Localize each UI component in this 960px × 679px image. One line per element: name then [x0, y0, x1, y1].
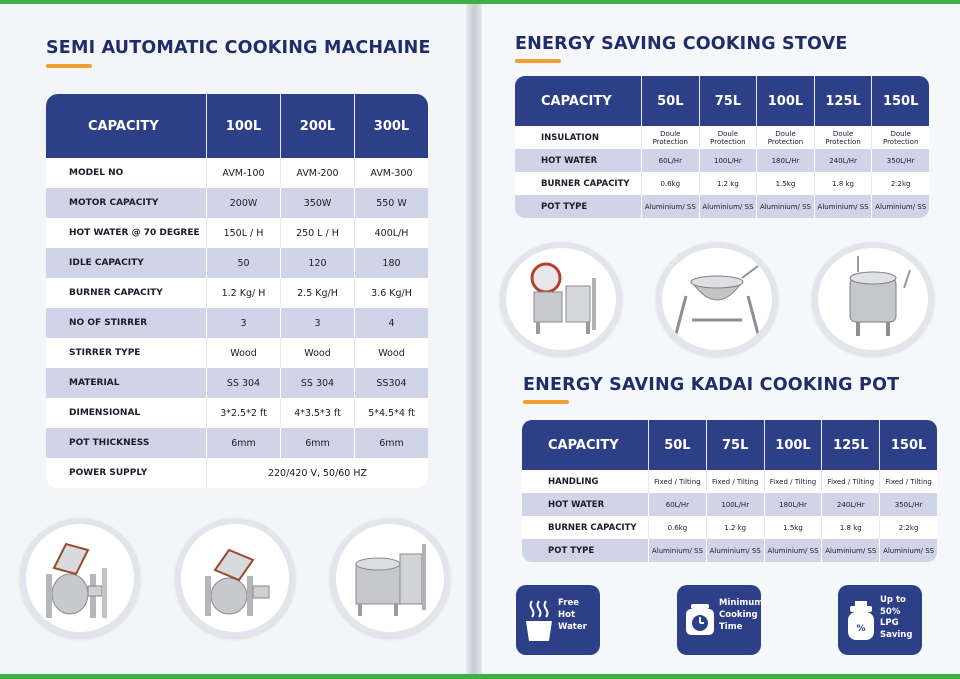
row-label: MOTOR CAPACITY [46, 188, 206, 218]
column-header: 125L [814, 76, 872, 126]
table-row [522, 516, 937, 539]
capacity-header: CAPACITY [515, 76, 641, 126]
table-cell: Fixed / Tilting [648, 470, 706, 493]
row-label: HOT WATER [515, 149, 641, 172]
feature-free-hot-water [516, 585, 600, 655]
column-header: 75L [699, 76, 757, 126]
kadai-stand-illustration [662, 248, 772, 350]
product-photo-stove-machine [500, 242, 622, 356]
row-label: NO OF STIRRER [46, 308, 206, 338]
column-header: 200L [280, 94, 354, 158]
table-header-row [46, 94, 428, 158]
table-row [522, 539, 937, 562]
table-cell: AVM-200 [280, 158, 354, 188]
stove-spec-table [515, 76, 929, 218]
cooker-timer-icon [683, 599, 717, 643]
table-cell: 3.6 Kg/H [354, 278, 428, 308]
table-cell: Wood [206, 338, 280, 368]
table-cell: 2.2kg [871, 172, 929, 195]
capacity-header: CAPACITY [46, 94, 206, 158]
tilting-pot-illustration [181, 524, 289, 632]
table-cell: 180L/Hr [764, 493, 822, 516]
table-header-row [515, 76, 929, 126]
table-cell: Doule Protection [814, 126, 872, 149]
power-supply-row [46, 458, 428, 488]
row-label: MATERIAL [46, 368, 206, 398]
left-page-title: SEMI AUTOMATIC COOKING MACHAINE [46, 38, 431, 58]
column-header: 75L [706, 420, 764, 470]
table-cell: 150L / H [206, 218, 280, 248]
row-label: POT THICKNESS [46, 428, 206, 458]
kadai-spec-table [522, 420, 937, 562]
book-spine [466, 4, 482, 674]
column-header: 100L [206, 94, 280, 158]
table-cell: SS304 [354, 368, 428, 398]
table-row [46, 428, 428, 458]
table-cell: 2.2kg [879, 516, 937, 539]
table-cell: 3 [206, 308, 280, 338]
table-cell: 1.2 Kg/ H [206, 278, 280, 308]
table-cell: Aluminium/ SS [821, 539, 879, 562]
table-cell: SS 304 [206, 368, 280, 398]
table-cell: 1.2 kg [706, 516, 764, 539]
row-label: STIRRER TYPE [46, 338, 206, 368]
tilting-pot-illustration [26, 524, 134, 632]
table-cell: Fixed / Tilting [821, 470, 879, 493]
table-cell: Doule Protection [699, 126, 757, 149]
column-header: 150L [871, 76, 929, 126]
cooking-pot-illustration [818, 248, 928, 350]
table-cell: 120 [280, 248, 354, 278]
table-row [515, 195, 929, 218]
table-cell: 3 [280, 308, 354, 338]
column-header: 100L [764, 420, 822, 470]
feature-minimum-cooking-time [677, 585, 764, 655]
table-cell: Aluminium/ SS [648, 539, 706, 562]
table-cell: Aluminium/ SS [641, 195, 699, 218]
table-cell: 0.6kg [641, 172, 699, 195]
stove-section-title: ENERGY SAVING COOKING STOVE [515, 34, 848, 54]
table-cell: Aluminium/ SS [699, 195, 757, 218]
table-cell: 6mm [280, 428, 354, 458]
cooking-machine-illustration [336, 524, 444, 632]
table-cell: 6mm [206, 428, 280, 458]
table-row [515, 172, 929, 195]
table-cell: 350L/Hr [879, 493, 937, 516]
table-cell: Doule Protection [756, 126, 814, 149]
table-cell: 100L/Hr [699, 149, 757, 172]
table-cell: Wood [280, 338, 354, 368]
stove-machine-illustration [506, 248, 616, 350]
row-label: MODEL NO [46, 158, 206, 188]
product-photo-tilting-pot-1 [20, 518, 140, 638]
column-header: 100L [756, 76, 814, 126]
feature-lpg-saving [838, 585, 922, 655]
table-cell: 6mm [354, 428, 428, 458]
table-cell: 60L/Hr [648, 493, 706, 516]
table-cell: AVM-100 [206, 158, 280, 188]
table-cell: Fixed / Tilting [706, 470, 764, 493]
feature-label: Free Hot Water [558, 598, 587, 632]
table-cell: 240L/Hr [814, 149, 872, 172]
row-label: BURNER CAPACITY [515, 172, 641, 195]
table-cell: 1.8 kg [821, 516, 879, 539]
table-cell: 3*2.5*2 ft [206, 398, 280, 428]
column-header: 150L [879, 420, 937, 470]
table-cell: 1.5kg [756, 172, 814, 195]
table-cell: 180 [354, 248, 428, 278]
product-photo-cooking-pot [812, 242, 934, 356]
semi-automatic-spec-table [46, 94, 428, 488]
table-cell: Fixed / Tilting [764, 470, 822, 493]
table-cell: Aluminium/ SS [871, 195, 929, 218]
table-row [46, 368, 428, 398]
table-cell: Doule Protection [871, 126, 929, 149]
product-photo-cooking-machine [330, 518, 450, 638]
table-cell: Aluminium/ SS [814, 195, 872, 218]
row-label: INSULATION [515, 126, 641, 149]
row-label: HOT WATER @ 70 DEGREE [46, 218, 206, 248]
table-header-row [522, 420, 937, 470]
hot-water-cup-icon [522, 599, 556, 643]
table-row [46, 278, 428, 308]
kadai-title-underline [523, 400, 569, 404]
row-label: IDLE CAPACITY [46, 248, 206, 278]
row-label: POT TYPE [522, 539, 648, 562]
row-label: BURNER CAPACITY [46, 278, 206, 308]
product-photo-kadai-stand [656, 242, 778, 356]
table-cell: AVM-300 [354, 158, 428, 188]
table-cell: 1.8 kg [814, 172, 872, 195]
left-title-underline [46, 64, 92, 68]
row-label: BURNER CAPACITY [522, 516, 648, 539]
table-cell: 4 [354, 308, 428, 338]
table-cell: 200W [206, 188, 280, 218]
feature-label: Minimum Cooking Time [719, 598, 764, 632]
table-cell: 180L/Hr [756, 149, 814, 172]
table-cell: 250 L / H [280, 218, 354, 248]
table-cell: 350L/Hr [871, 149, 929, 172]
bottom-green-border [0, 674, 960, 679]
svg-text:%: % [856, 624, 866, 634]
row-label: POWER SUPPLY [46, 458, 206, 488]
row-label: POT TYPE [515, 195, 641, 218]
row-label: HANDLING [522, 470, 648, 493]
row-label: HOT WATER [522, 493, 648, 516]
table-cell: Aluminium/ SS [879, 539, 937, 562]
table-cell: 400L/H [354, 218, 428, 248]
table-cell: 1.2 kg [699, 172, 757, 195]
table-cell: 60L/Hr [641, 149, 699, 172]
table-row [522, 470, 937, 493]
table-cell: Aluminium/ SS [756, 195, 814, 218]
table-cell: 2.5 Kg/H [280, 278, 354, 308]
table-cell: 4*3.5*3 ft [280, 398, 354, 428]
lpg-cylinder-icon [844, 599, 878, 643]
column-header: 125L [821, 420, 879, 470]
table-row [46, 308, 428, 338]
table-row [515, 149, 929, 172]
table-cell: 1.5kg [764, 516, 822, 539]
table-row [46, 218, 428, 248]
column-header: 50L [641, 76, 699, 126]
table-row [46, 398, 428, 428]
table-row [46, 188, 428, 218]
table-row [522, 493, 937, 516]
row-label: DIMENSIONAL [46, 398, 206, 428]
stove-title-underline [515, 59, 561, 63]
capacity-header: CAPACITY [522, 420, 648, 470]
table-cell: 240L/Hr [821, 493, 879, 516]
power-supply-value: 220/420 V, 50/60 HZ [206, 458, 428, 488]
table-cell: 550 W [354, 188, 428, 218]
table-cell: 5*4.5*4 ft [354, 398, 428, 428]
table-cell: SS 304 [280, 368, 354, 398]
table-cell: 100L/Hr [706, 493, 764, 516]
table-cell: Wood [354, 338, 428, 368]
table-cell: Fixed / Tilting [879, 470, 937, 493]
product-photo-tilting-pot-2 [175, 518, 295, 638]
table-cell: 50 [206, 248, 280, 278]
table-cell: Aluminium/ SS [764, 539, 822, 562]
table-row [46, 158, 428, 188]
feature-label: Up to 50% LPG Saving [880, 595, 913, 640]
table-cell: Doule Protection [641, 126, 699, 149]
table-row [46, 248, 428, 278]
column-header: 300L [354, 94, 428, 158]
column-header: 50L [648, 420, 706, 470]
table-cell: 0.6kg [648, 516, 706, 539]
table-cell: Aluminium/ SS [706, 539, 764, 562]
table-row [515, 126, 929, 149]
table-cell: 350W [280, 188, 354, 218]
table-row [46, 338, 428, 368]
kadai-section-title: ENERGY SAVING KADAI COOKING POT [523, 375, 900, 395]
